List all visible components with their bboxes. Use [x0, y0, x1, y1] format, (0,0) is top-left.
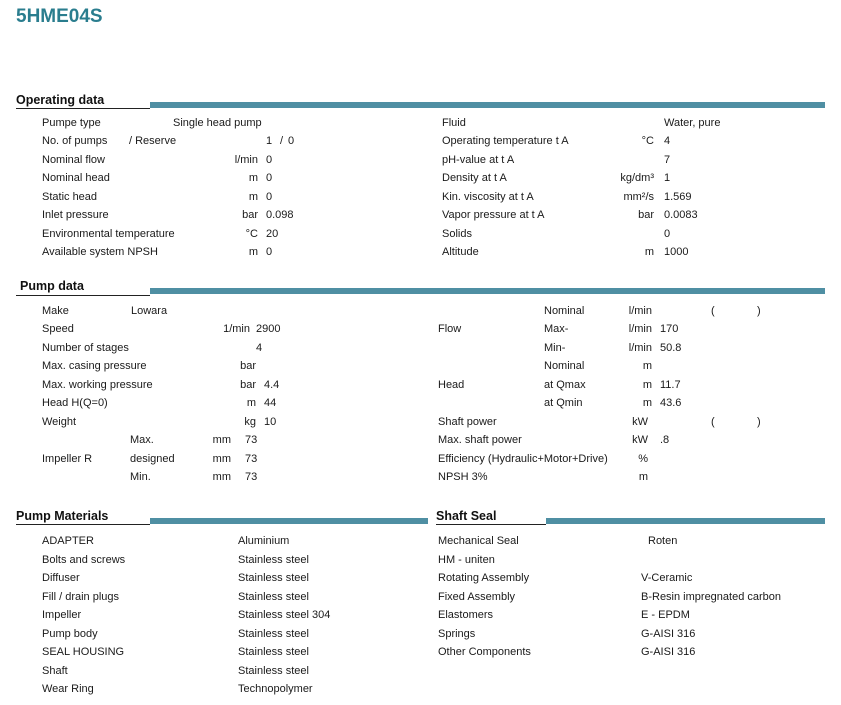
flow-min-unit: l/min	[628, 342, 652, 354]
seal-heading-underline	[436, 524, 546, 525]
npsh3-label: NPSH 3%	[438, 471, 488, 483]
npsh3-unit: m	[638, 471, 648, 483]
shaft-power-close: )	[757, 416, 761, 428]
efficiency-unit: %	[638, 453, 648, 465]
num-pumps-label: No. of pumps	[42, 135, 108, 147]
material-value: Stainless steel	[238, 627, 309, 640]
density-label: Density at t A	[442, 172, 507, 184]
seal-item-name: Mechanical Seal	[438, 535, 519, 547]
pump-section-bar	[150, 288, 825, 294]
viscosity-unit: mm²/s	[623, 191, 654, 203]
material-value: Aluminium	[238, 535, 290, 547]
impeller-max-unit: mm	[212, 434, 231, 446]
seal-item-name: Springs	[438, 627, 476, 640]
operating-section-bar	[150, 102, 825, 108]
impeller-min-unit: mm	[212, 471, 231, 483]
density-unit: kg/dm³	[620, 172, 654, 184]
speed-label: Speed	[42, 323, 74, 335]
material-value: Stainless steel	[238, 646, 309, 658]
impeller-designed-label: designed	[130, 453, 175, 465]
casing-pressure-unit: bar	[240, 360, 256, 372]
op-temp-label: Operating temperature t A	[442, 135, 569, 147]
head-qmin-label: at Qmin	[544, 397, 583, 409]
flow-min-value: 50.8	[660, 342, 682, 354]
impeller-max-label: Max.	[130, 434, 154, 446]
head-qmax-unit: m	[642, 379, 652, 391]
inlet-pressure-unit: bar	[242, 209, 258, 221]
head-q0-unit: m	[246, 397, 256, 409]
env-temp-unit: °C	[245, 228, 258, 240]
impeller-designed-unit: mm	[212, 453, 231, 465]
ph-value: 7	[664, 154, 671, 166]
head-q0-label: Head H(Q=0)	[42, 397, 108, 409]
pumpe-type-value: Single head pump	[173, 117, 262, 129]
seal-item-name: Fixed Assembly	[438, 590, 516, 603]
static-head-value: 0	[266, 191, 273, 203]
head-nominal-unit: m	[642, 360, 652, 372]
altitude-unit: m	[644, 246, 654, 258]
viscosity-label: Kin. viscosity at t A	[442, 191, 534, 203]
inlet-pressure-value: 0.098	[266, 209, 294, 221]
material-name: ADAPTER	[42, 535, 94, 547]
material-name: Fill / drain plugs	[42, 590, 120, 603]
seal-item-value: Roten	[648, 535, 678, 547]
impeller-label: Impeller R	[42, 453, 93, 465]
working-pressure-unit: bar	[240, 379, 256, 391]
nominal-head-unit: m	[248, 172, 258, 184]
static-head-label: Static head	[42, 191, 98, 203]
head-qmax-value: 11.7	[660, 379, 681, 391]
seal-item-value: B-Resin impregnated carbon	[641, 590, 782, 603]
seal-item-name: HM - uniten	[438, 553, 495, 566]
material-name: Wear Ring	[42, 683, 94, 695]
material-name: Pump body	[42, 627, 98, 640]
head-nominal-label: Nominal	[544, 360, 585, 372]
make-label: Make	[42, 305, 69, 317]
weight-unit: kg	[244, 416, 256, 428]
nominal-flow-unit: l/min	[234, 154, 258, 166]
npsh-avail-unit: m	[248, 246, 258, 258]
speed-unit: 1/min	[223, 323, 250, 335]
shaft-power-open: (	[711, 416, 715, 428]
nominal-head-value: 0	[266, 172, 273, 184]
vapor-label: Vapor pressure at t A	[442, 209, 545, 221]
static-head-unit: m	[248, 191, 258, 203]
max-shaft-power-label: Max. shaft power	[438, 434, 522, 446]
vapor-value: 0.0083	[664, 209, 698, 221]
flow-max-label: Max-	[544, 323, 569, 335]
solids-label: Solids	[442, 228, 472, 240]
seal-item-name: Other Components	[438, 646, 531, 658]
seal-item-name: Rotating Assembly	[438, 572, 530, 584]
make-value: Lowara	[131, 305, 168, 317]
materials-heading-underline	[16, 524, 150, 525]
fluid-value: Water, pure	[664, 117, 721, 129]
shaft-power-label: Shaft power	[438, 416, 497, 428]
flow-nominal-label: Nominal	[544, 305, 585, 317]
speed-value: 2900	[256, 323, 281, 335]
num-pumps-sep: /	[280, 135, 284, 147]
flow-max-value: 170	[660, 323, 679, 335]
pump-data-heading: Pump data	[20, 279, 84, 293]
env-temp-label: Environmental temperature	[42, 228, 175, 240]
num-pumps-value: 1	[266, 135, 273, 147]
seal-item-value: V-Ceramic	[641, 572, 693, 584]
flow-max-unit: l/min	[628, 323, 652, 335]
casing-pressure-label: Max. casing pressure	[42, 360, 147, 372]
pumpe-type-label: Pumpe type	[42, 117, 101, 129]
vapor-unit: bar	[638, 209, 654, 221]
op-temp-unit: °C	[641, 135, 654, 147]
fluid-label: Fluid	[442, 117, 466, 129]
material-value: Stainless steel	[238, 590, 309, 603]
material-name: Bolts and screws	[42, 553, 126, 566]
operating-data-heading: Operating data	[16, 93, 105, 107]
impeller-designed-value: 73	[245, 453, 258, 465]
shaft-power-unit: kW	[632, 416, 648, 428]
env-temp-value: 20	[266, 228, 279, 240]
reserve-label: / Reserve	[129, 135, 177, 147]
flow-nominal-unit: l/min	[628, 305, 652, 317]
viscosity-value: 1.569	[664, 191, 692, 203]
page-title: 5HME04S	[16, 6, 103, 27]
material-name: Shaft	[42, 664, 68, 677]
reserve-value: 0	[288, 135, 295, 147]
material-value: Stainless steel	[238, 553, 309, 566]
pump-heading-underline	[16, 295, 150, 296]
seal-item-value: G-AISI 316	[641, 627, 696, 640]
nominal-flow-label: Nominal flow	[42, 154, 105, 166]
operating-heading-underline	[16, 108, 150, 109]
stages-value: 4	[256, 342, 263, 354]
flow-label: Flow	[438, 323, 462, 335]
impeller-max-value: 73	[245, 434, 258, 446]
working-pressure-value: 4.4	[264, 379, 280, 391]
nominal-head-label: Nominal head	[42, 172, 110, 184]
npsh-avail-value: 0	[266, 246, 273, 258]
material-name: Impeller	[42, 609, 82, 621]
impeller-min-value: 73	[245, 471, 258, 483]
seal-item-name: Elastomers	[438, 609, 494, 621]
nominal-flow-value: 0	[266, 154, 273, 166]
pump-materials-heading: Pump Materials	[16, 509, 109, 523]
altitude-value: 1000	[664, 246, 689, 258]
head-qmin-value: 43.6	[660, 397, 682, 409]
npsh-avail-label: Available system NPSH	[42, 246, 158, 258]
material-value: Technopolymer	[238, 683, 313, 695]
ph-label: pH-value at t A	[442, 154, 515, 166]
material-name: SEAL HOUSING	[42, 646, 125, 658]
inlet-pressure-label: Inlet pressure	[42, 209, 109, 221]
weight-value: 10	[264, 416, 277, 428]
weight-label: Weight	[42, 416, 77, 428]
density-value: 1	[664, 172, 671, 184]
materials-section-bar	[150, 518, 428, 524]
seal-section-bar	[546, 518, 825, 524]
solids-value: 0	[664, 228, 671, 240]
head-q0-value: 44	[264, 397, 277, 409]
flow-min-label: Min-	[544, 342, 566, 354]
head-label: Head	[438, 379, 465, 391]
stages-label: Number of stages	[42, 342, 129, 354]
max-shaft-power-value: .8	[660, 434, 670, 446]
seal-item-value: E - EPDM	[641, 609, 690, 621]
flow-nominal-close: )	[757, 305, 761, 317]
seal-item-value: G-AISI 316	[641, 646, 696, 658]
material-value: Stainless steel	[238, 572, 309, 584]
flow-nominal-open: (	[711, 305, 715, 317]
head-qmin-unit: m	[642, 397, 652, 409]
shaft-seal-heading: Shaft Seal	[436, 509, 497, 523]
material-value: Stainless steel	[238, 664, 309, 677]
working-pressure-label: Max. working pressure	[42, 379, 153, 391]
material-name: Diffuser	[42, 572, 80, 584]
head-qmax-label: at Qmax	[544, 379, 586, 391]
altitude-label: Altitude	[442, 246, 479, 258]
impeller-min-label: Min.	[130, 471, 151, 483]
op-temp-value: 4	[664, 135, 671, 147]
max-shaft-power-unit: kW	[632, 434, 648, 446]
efficiency-label: Efficiency (Hydraulic+Motor+Drive)	[438, 453, 608, 465]
material-value: Stainless steel 304	[238, 609, 331, 621]
